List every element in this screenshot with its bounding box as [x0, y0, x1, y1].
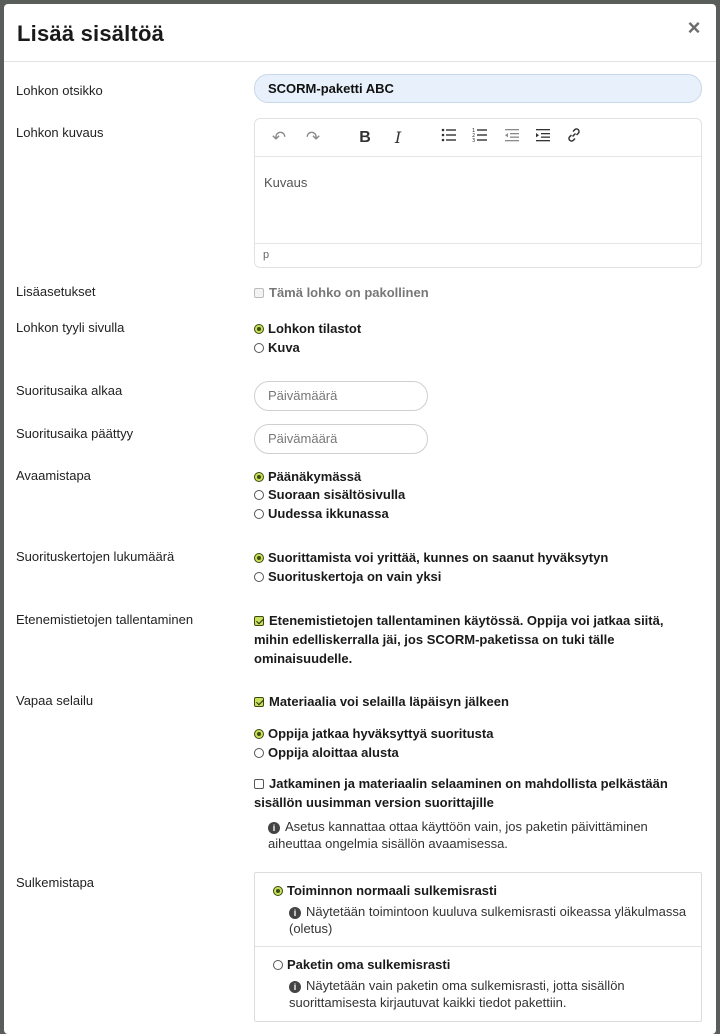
free-browsing-label: Vapaa selailu [16, 693, 94, 708]
dialog-title: Lisää sisältöä [17, 21, 165, 46]
radio-selected[interactable] [273, 886, 283, 896]
option-label: Paketin oma sulkemisrasti [287, 957, 451, 972]
latest-version-only-label: Jatkaminen ja materiaalin selaaminen on mahdollista pelkästään sisällön uusimman version suorittajille [254, 776, 668, 810]
numbered-list-icon[interactable] [469, 127, 491, 149]
block-style-label: Lohkon tyyli sivulla [16, 320, 125, 335]
open-method-option-content-page[interactable] [254, 485, 405, 504]
attempts-option-once[interactable] [254, 567, 441, 586]
add-content-dialog [4, 4, 716, 1034]
radio-unselected[interactable] [254, 490, 264, 500]
free-browsing-checkbox-label: Materiaalia voi selailla läpäisyn jälkeen [269, 694, 509, 709]
radio-selected[interactable] [254, 553, 264, 563]
svg-text:1: 1 [472, 128, 476, 134]
free-browsing-option-continue[interactable] [254, 724, 493, 743]
block-title-input[interactable]: SCORM-paketti ABC [254, 74, 702, 103]
italic-icon[interactable]: I [394, 128, 402, 147]
free-browsing-option-restart[interactable] [254, 743, 399, 762]
progress-saving-checkbox-label: Etenemistietojen tallentaminen käytössä. Oppija voi jatkaa siitä, mihin edelliskerralla jäi, jos SCORM-paketissa on tuki tälle ominaisuudelle. [254, 613, 664, 666]
mandatory-checkbox-option[interactable] [254, 283, 429, 302]
radio-unselected[interactable] [254, 748, 264, 758]
close-option-package-hint [289, 977, 689, 1011]
link-icon[interactable] [563, 127, 585, 149]
start-time-label: Suoritusaika alkaa [16, 383, 123, 398]
description-editor-area[interactable]: Kuvaus [264, 175, 308, 190]
attempts-option-until-pass[interactable] [254, 548, 608, 567]
option-label: Lohkon tilastot [268, 321, 362, 336]
close-option-package-title[interactable] [273, 955, 450, 974]
option-label: Toiminnon normaali sulkemisrasti [287, 883, 497, 898]
additional-settings-label: Lisäasetukset [16, 284, 96, 299]
option-label: Oppija jatkaa hyväksyttyä suoritusta [268, 726, 494, 741]
bullet-list-icon[interactable] [438, 127, 460, 149]
progress-saving-option[interactable] [254, 611, 694, 668]
indent-icon[interactable] [532, 127, 554, 149]
close-method-label: Sulkemistapa [16, 875, 95, 890]
svg-text:2: 2 [472, 133, 476, 139]
free-browsing-option[interactable] [254, 692, 509, 711]
option-label: Suorittamista voi yrittää, kunnes on saanut hyväksytyn [268, 550, 609, 565]
progress-saving-label: Etenemistietojen tallentaminen [16, 612, 194, 627]
block-style-option-image[interactable] [254, 338, 300, 357]
open-method-option-new-window[interactable] [254, 504, 389, 523]
block-description-label: Lohkon kuvaus [16, 125, 104, 140]
close-icon[interactable]: × [687, 15, 701, 40]
dialog-header [4, 4, 716, 62]
open-method-option-main[interactable] [254, 467, 361, 486]
svg-text:3: 3 [472, 138, 476, 143]
end-date-input[interactable]: Päivämäärä [254, 424, 428, 454]
info-icon: i [289, 907, 301, 919]
outdent-icon[interactable] [501, 127, 523, 149]
option-label: Suoraan sisältösivulla [268, 487, 406, 502]
radio-selected[interactable] [254, 729, 264, 739]
open-method-label: Avaamistapa [16, 468, 91, 483]
latest-version-only-option[interactable] [254, 774, 694, 812]
mandatory-checkbox[interactable] [254, 288, 264, 298]
block-style-option-stats[interactable] [254, 319, 361, 338]
option-label: Kuva [268, 340, 300, 355]
radio-selected[interactable] [254, 472, 264, 482]
editor-status-path: p [255, 243, 701, 267]
radio-unselected[interactable] [254, 343, 264, 353]
progress-saving-checkbox[interactable] [254, 616, 264, 626]
option-label: Päänäkymässä [268, 469, 362, 484]
info-icon: i [289, 981, 301, 993]
description-editor [254, 118, 702, 268]
close-option-normal[interactable] [255, 873, 701, 947]
latest-version-hint [268, 818, 694, 852]
hint-text: Näytetään vain paketin oma sulkemisrasti, jotta sisällön suorittamisesta kirjautuvat kaikki tiedot pakettiin. [289, 978, 625, 1010]
bold-icon[interactable]: B [359, 129, 371, 146]
radio-selected[interactable] [254, 324, 264, 334]
radio-unselected[interactable] [273, 960, 283, 970]
close-option-normal-title[interactable] [273, 881, 497, 900]
editor-toolbar [255, 119, 701, 157]
radio-unselected[interactable] [254, 509, 264, 519]
info-icon: i [268, 822, 280, 834]
close-option-package[interactable] [255, 947, 701, 1021]
attempts-label: Suorituskertojen lukumäärä [16, 549, 175, 564]
end-time-label: Suoritusaika päättyy [16, 426, 134, 441]
redo-icon[interactable]: ↷ [305, 128, 321, 147]
option-label: Oppija aloittaa alusta [268, 745, 399, 760]
free-browsing-checkbox[interactable] [254, 697, 264, 707]
close-method-options [254, 872, 702, 1022]
mandatory-checkbox-label: Tämä lohko on pakollinen [269, 285, 429, 300]
close-option-normal-hint [289, 903, 689, 937]
latest-version-hint-text: Asetus kannattaa ottaa käyttöön vain, jos paketin päivittäminen aiheuttaa ongelmia sisällön avaamisessa. [268, 819, 648, 851]
undo-icon[interactable]: ↶ [271, 128, 287, 147]
radio-unselected[interactable] [254, 572, 264, 582]
start-date-input[interactable]: Päivämäärä [254, 381, 428, 411]
option-label: Suorituskertoja on vain yksi [268, 569, 442, 584]
block-title-label: Lohkon otsikko [16, 83, 103, 98]
latest-version-only-checkbox[interactable] [254, 779, 264, 789]
option-label: Uudessa ikkunassa [268, 506, 389, 521]
hint-text: Näytetään toimintoon kuuluva sulkemisrasti oikeassa yläkulmassa (oletus) [289, 904, 687, 936]
